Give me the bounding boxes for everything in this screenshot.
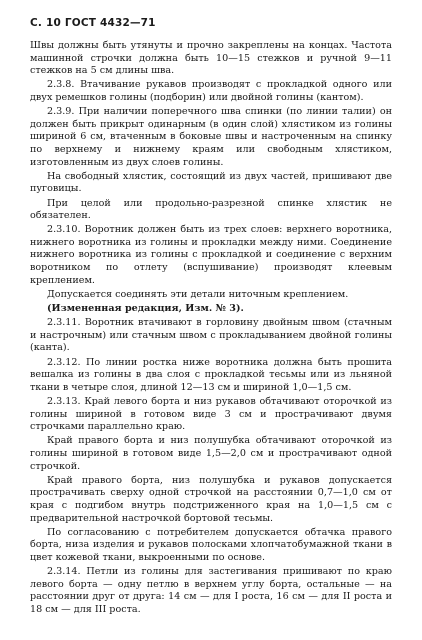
paragraph-2-3-12: 2.3.12. По линии ростка ниже воротника должна быть прошита вешалка из голины в два слоя с прокладкой тесьмы или из льняной ткани в четыре слоя, длиной 12—13 см и шириной 1,0—1,5 см. (30, 356, 392, 393)
paragraph-thread-fastening: Допускается соединять эти детали ниточным креплением. (47, 288, 349, 300)
paragraph-right-edge-stitch: Край правого борта, низ полушубка и рукавов допускается прострачивать сверху одной строчкой на расстоянии 0,7—1,0 см от края с подгибом внутрь подстриженного края на 1,0—1,5 см с предварительной настрочкой бортовой тесьмы. (30, 474, 392, 524)
paragraph-2-3-10: 2.3.10. Воротник должен быть из трех слоев: верхнего воротника, нижнего воротника из голины и прокладки между ними. Соединение нижнего воротника из голины с прокладкой и соединение с верхним воротником по отлету (вспушивание) производят клеевым креплением. (30, 224, 392, 286)
paragraph-consumer-agreement: По согласованию с потребителем допускается обтачка правого борта, низа изделия и рукавов полосками хлопчатобумажной ткани в цвет кожевой ткани, выкроенными по основе. (30, 526, 392, 563)
paragraph-2-3-8: 2.3.8. Втачивание рукавов производят с прокладкой одного или двух ремешков голины (подборин) или двойной голины (кантом). (30, 79, 392, 103)
paragraph-half-belt: На свободный хлястик, состоящий из двух частей, пришивают две пуговицы. (30, 170, 392, 195)
paragraph-2-3-11: 2.3.11. Воротник втачивают в горловину двойным швом (стачным и настрочным) или стачным швом с прокладыванием двойной голины (канта). (30, 317, 392, 354)
paragraph-2-3-9: 2.3.9. При наличии поперечного шва спинки (по линии талии) он должен быть прикрыт одинарным (в один слой) хлястиком из голины шириной 6 см, втаченным в боковые швы и настроченным на спинку по верхнему и нижнему краям или свободным хлястиком, изготовленным из двух слоев голины. (30, 106, 392, 168)
amendment-note: (Измененная редакция, Изм. № 3). (47, 303, 244, 315)
paragraph-2-3-14: 2.3.14. Петли из голины для застегивания пришивают по краю левого борта — одну петлю в верхнем углу борта, остальные — на расстоянии друг от друга: 14 см — для I роста, 16 см — для II роста и 18 см — для III роста. (30, 566, 392, 615)
paragraph-solid-back: При целой или продольно-разрезной спинке хлястик не обязателен. (30, 197, 392, 222)
paragraph-seams: Швы должны быть утянуты и прочно закреплены на концах. Частота машинной строчки должна быть 10—15 стежков и ручной 9—11 стежков на 5 см длины шва. (30, 40, 392, 77)
paragraph-right-edge-trim: Край правого борта и низ полушубка обтачивают оторочкой из голины шириной в готовом виде 1,5—2,0 см и прострачивают одной строчкой. (30, 435, 392, 472)
page-header: С. 10 ГОСТ 4432—71 (30, 17, 156, 29)
paragraph-2-3-13: 2.3.13. Край левого борта и низ рукавов обтачивают оторочкой из голины шириной в готовом виде 3 см и прострачивают двумя строчками параллельно краю. (30, 395, 392, 433)
document-body (30, 40, 392, 618)
